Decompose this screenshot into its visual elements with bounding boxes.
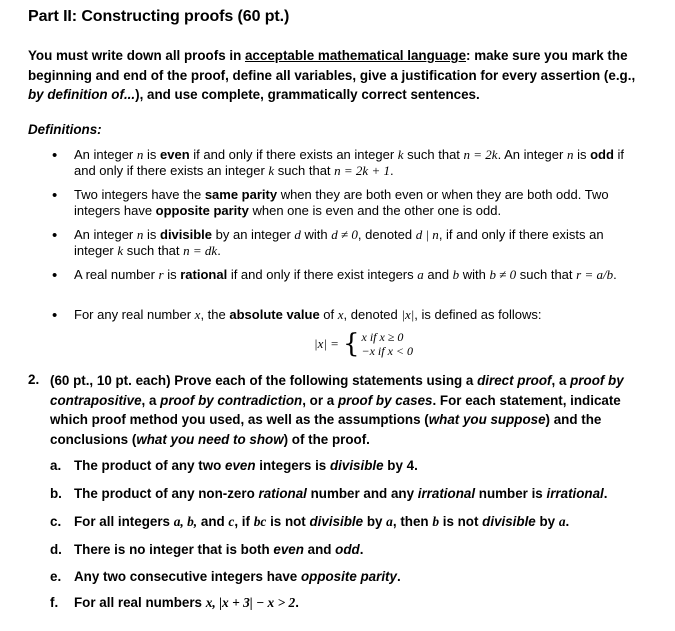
- item-c-statement: For all integers a, b, and c, if bc is not divisible by a, then b is not divisible by a.: [74, 514, 570, 529]
- bullet-icon: •: [52, 227, 58, 244]
- bullet-icon: •: [52, 267, 58, 284]
- question-text: (60 pt., 10 pt. each) Prove each of the following statements using a direct proof, a proof by contrapositive, a proof by contradiction, or a proof by cases. For each statement, indicate which proof method you used, as well as the assumptions (what you suppose) and the conclusions (what you need to show) of the proof.: [50, 373, 624, 447]
- question-number: 2.: [28, 372, 40, 387]
- item-c-letter: c.: [50, 514, 62, 529]
- instructions-paragraph: You must write down all proofs in acceptable mathematical language: make sure you mark the beginning and end of the proof, define all variables, give a justification for every assertion (e.g., by definition of...), and use complete, grammatically correct sentences.: [28, 48, 636, 102]
- abs-case-1: x if x ≥ 0: [361, 330, 404, 344]
- item-f-statement: For all real numbers x, |x + 3| − x > 2.: [74, 595, 299, 610]
- bullet-icon: •: [52, 307, 58, 324]
- item-b-statement: The product of any non-zero rational number and any irrational number is irrational.: [74, 486, 608, 501]
- item-a-statement: The product of any two even integers is divisible by 4.: [74, 458, 418, 473]
- item-d-statement: There is no integer that is both even and odd.: [74, 542, 364, 557]
- absolute-value-formula: [314, 330, 413, 358]
- definition-absolute-value: For any real number x, the absolute value of x, denoted |x|, is defined as follows:: [74, 307, 542, 322]
- bullet-icon: •: [52, 147, 58, 164]
- left-brace-icon: {: [342, 329, 360, 359]
- item-e-statement: Any two consecutive integers have opposite parity.: [74, 569, 401, 584]
- item-d-letter: d.: [50, 542, 62, 557]
- definitions-heading: Definitions:: [28, 122, 102, 137]
- page-title: Part II: Constructing proofs (60 pt.): [28, 8, 290, 25]
- item-e-letter: e.: [50, 569, 62, 584]
- abs-case-2: −x if x < 0: [361, 344, 414, 358]
- item-f-letter: f.: [50, 595, 59, 610]
- item-b-letter: b.: [50, 486, 62, 501]
- definition-even-odd: An integer n is even if and only if there exists an integer k such that n = 2k. An integer n is odd if and only if there exists an integer k such that n = 2k + 1.: [74, 147, 625, 178]
- definition-parity: Two integers have the same parity when they are both even or when they are both odd. Two integers have opposite parity when one is even and the other one is odd.: [74, 187, 609, 218]
- acceptable-language-link[interactable]: acceptable mathematical language: [244, 48, 467, 63]
- definition-divisible: An integer n is divisible by an integer d with d ≠ 0, denoted d | n, if and only if there exists an integer k such that n = dk.: [74, 227, 604, 258]
- definition-rational: A real number r is rational if and only if there exist integers a and b with b ≠ 0 such that r = a/b.: [74, 267, 617, 282]
- bullet-icon: •: [52, 187, 58, 204]
- abs-lhs: |x| =: [314, 336, 339, 351]
- item-a-letter: a.: [50, 458, 62, 473]
- abs-cases: [362, 330, 414, 358]
